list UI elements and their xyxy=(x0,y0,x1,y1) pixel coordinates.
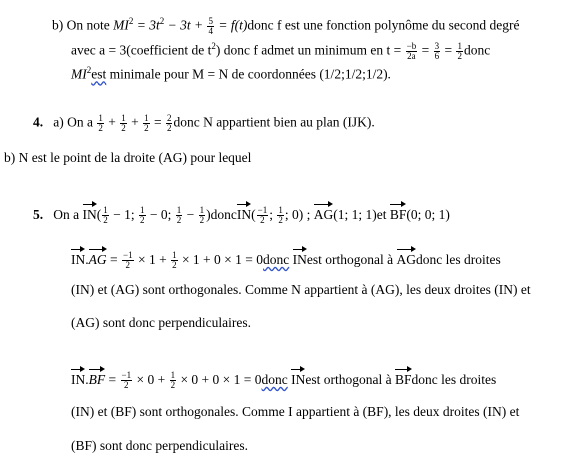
vector-in: IN xyxy=(237,203,251,223)
fraction: $\frac{1}{2}$ xyxy=(144,113,149,133)
vector-ag: AG xyxy=(89,248,107,268)
text: avec a = 3(coefficient de t xyxy=(71,42,212,58)
text: donc les droites xyxy=(411,372,497,387)
text: donc N appartient bien au plan (IJK). xyxy=(173,114,375,130)
part-b-line2 xyxy=(71,38,490,61)
text: × 1 + xyxy=(134,252,171,267)
exponent: 2 xyxy=(128,16,134,26)
q5-line-perp1 xyxy=(71,315,251,331)
fraction: $\frac{1}{2}$ xyxy=(172,250,177,271)
vector-in: IN xyxy=(293,248,307,268)
question-number: 5. xyxy=(33,207,44,222)
text: b) On note xyxy=(52,17,114,33)
fraction: $\frac{1}{2}$ xyxy=(140,205,145,226)
vector-ag: AG xyxy=(397,248,417,268)
text: ; 0) ; xyxy=(284,207,314,222)
text: (IN) et (AG) sont orthogonales. Comme N appartient à (AG), les deux droites (IN) et xyxy=(71,282,531,297)
text: minimale pour M = N de coordonnées (1/2;1/2;1/2). xyxy=(106,66,391,82)
fraction: $\frac{1}{2}$ xyxy=(103,205,108,226)
text: − 0; xyxy=(146,207,175,222)
text: a) On a xyxy=(53,114,97,130)
fraction: $\frac{3}{6}$ xyxy=(434,40,440,61)
text: = xyxy=(418,42,433,58)
text: (0; 0; 1) xyxy=(406,207,450,222)
fraction: $\frac{2}{2}$ xyxy=(166,113,172,133)
text: × 0 + 0 × 1 = 0 xyxy=(177,372,262,387)
text: = xyxy=(106,252,121,267)
fraction: $\frac{5}{4}$ xyxy=(208,15,213,36)
math-expr: = 3t xyxy=(133,17,160,33)
text: ) xyxy=(206,207,211,222)
fraction: $\frac{1}{2}$ xyxy=(176,205,182,226)
fraction: $\frac{1}{2}$ xyxy=(98,113,103,133)
q5-line-in-ag xyxy=(71,282,531,298)
fraction: $\frac{1}{2}$ xyxy=(278,205,283,226)
spell-marked-word: donc xyxy=(263,252,290,267)
text: b) N est le point de la droite (AG) pour lequel xyxy=(4,150,252,165)
vector-in: IN xyxy=(71,248,85,268)
exponent: 2 xyxy=(159,16,165,26)
text: − 1; xyxy=(109,207,138,222)
fraction: $\frac{1}{2}$ xyxy=(457,40,462,61)
text: ( xyxy=(96,207,102,222)
text: est orthogonal à xyxy=(305,372,396,387)
text: est orthogonal à xyxy=(306,252,397,267)
math-var: MI xyxy=(71,66,87,82)
q5-dot2: IN.BF = $\frac{-1}{2}$ × 0 + $\frac{1}{2}$ × 0 + 0 × 1 = 0donc INest orthogonal à BFdonc les droites xyxy=(71,368,496,390)
fraction: $\frac{-1}{2}$ xyxy=(123,250,133,271)
text: (AG) sont donc perpendiculaires. xyxy=(71,315,251,330)
text: × 1 + 0 × 1 = 0 xyxy=(178,252,264,267)
question-number: 4. xyxy=(33,114,44,130)
text: (IN) et (BF) sont orthogonales. Comme I appartient à (BF), les deux droites (IN) et xyxy=(71,404,520,419)
math-expr: − 3t + xyxy=(164,17,207,33)
q5-line1 xyxy=(33,203,450,225)
text: donc f est une fonction polynôme du second degré xyxy=(247,17,520,33)
q4-part-b xyxy=(4,150,251,166)
spell-marked-word: donc xyxy=(261,372,288,387)
exponent: 2 xyxy=(211,41,216,51)
text: (1; 1; 1) xyxy=(333,207,377,222)
fraction: $\frac{1}{2}$ xyxy=(199,205,205,226)
part-b-line1 xyxy=(52,13,520,36)
text: − xyxy=(183,207,198,222)
text: donc xyxy=(463,42,491,58)
text: = xyxy=(105,372,120,387)
spell-marked-word: est xyxy=(91,66,107,82)
text: et xyxy=(376,207,390,222)
text: + xyxy=(104,114,120,130)
vector-in: IN xyxy=(71,368,85,388)
fraction: $\frac{-1}{2}$ xyxy=(121,370,132,391)
text: ( xyxy=(251,207,256,222)
fraction: $\frac{1}{2}$ xyxy=(170,370,176,391)
math-var: MI xyxy=(113,17,129,33)
q5-line-perp2 xyxy=(71,438,248,454)
vector-bf: BF xyxy=(395,368,412,388)
vector-ag: AG xyxy=(314,203,334,223)
text: (BF) sont donc perpendiculaires. xyxy=(71,438,248,453)
q5-line-in-bf xyxy=(71,404,519,420)
text: donc xyxy=(210,207,237,222)
text: = xyxy=(150,114,165,130)
text: ) donc f admet un minimum en t = xyxy=(215,42,405,58)
text: + xyxy=(127,114,143,130)
fraction: $\frac{1}{2}$ xyxy=(121,113,126,133)
math-expr: = f(t) xyxy=(214,17,248,33)
vector-in: IN xyxy=(291,368,305,388)
exponent: 2 xyxy=(86,65,92,75)
text: donc les droites xyxy=(416,252,501,267)
vector-bf: BF xyxy=(89,368,106,388)
vector-bf: BF xyxy=(390,203,407,223)
part-b-line3 xyxy=(71,62,391,83)
text: = xyxy=(441,42,456,58)
fraction: $\frac{-b}{2a}$ xyxy=(406,40,417,61)
fraction: $\frac{-1}{2}$ xyxy=(257,205,268,226)
text: ; xyxy=(269,207,277,222)
vector-in: IN xyxy=(83,203,97,223)
text: On a xyxy=(53,207,83,222)
text: × 0 + xyxy=(133,372,169,387)
q5-dot1: IN.AG = $\frac{-1}{2}$ × 1 + $\frac{1}{2}$ × 1 + 0 × 1 = 0donc INest orthogonal à AGdonc les droites xyxy=(71,248,501,270)
q4-line xyxy=(33,114,375,133)
